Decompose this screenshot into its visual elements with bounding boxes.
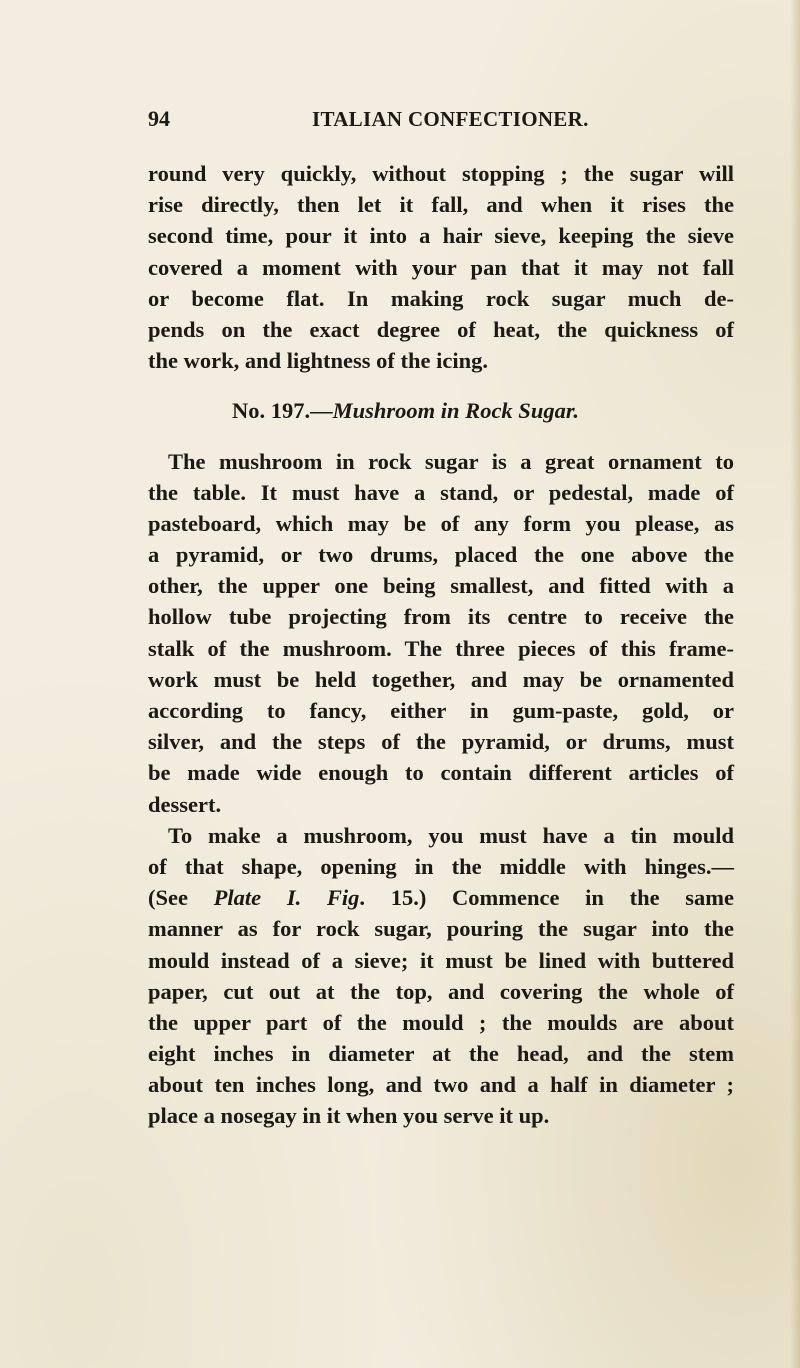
recipe-number: No. 197.— <box>232 398 333 424</box>
recipe-title: Mushroom in Rock Sugar. <box>332 398 579 424</box>
text-line: a pyramid, or two drums, placed the one above the <box>148 542 734 568</box>
text-line: eight inches in diameter at the head, and the stem <box>148 1041 734 1067</box>
text-line: other, the upper one being smallest, and fitted with a <box>148 573 734 599</box>
text-line: manner as for rock sugar, pouring the sugar into the <box>148 916 734 942</box>
text-line: of that shape, opening in the middle with hinges.— <box>148 853 734 879</box>
text-line: dessert. <box>148 791 222 817</box>
text-line: stalk of the mushroom. The three pieces of this frame- <box>148 635 734 661</box>
text-line: rise directly, then let it fall, and when it rises the <box>148 192 734 218</box>
text-line: To make a mushroom, you must have a tin mould <box>168 822 734 848</box>
text-line: silver, and the steps of the pyramid, or drums, must <box>148 729 734 755</box>
paragraph-continuation <box>148 158 734 376</box>
recipe-heading <box>148 395 734 426</box>
text-line: work must be held together, and may be ornamented <box>148 666 734 692</box>
text-line: place a nosegay in it when you serve it up. <box>148 1103 550 1129</box>
text-fragment: . 15.) Commence in the same <box>359 885 734 911</box>
text-line: the table. It must have a stand, or pedestal, made of <box>148 479 734 505</box>
page-edge-shadow <box>790 0 800 1368</box>
text-line: about ten inches long, and two and a half in diameter ; <box>148 1072 734 1098</box>
page-number: 94 <box>148 106 170 131</box>
paragraph-mushroom-stand <box>148 446 734 820</box>
text-line: The mushroom in rock sugar is a great ornament to <box>168 448 734 474</box>
text-line: round very quickly, without stopping ; the sugar will <box>148 161 734 186</box>
text-line: mould instead of a sieve; it must be lined with buttered <box>148 947 734 973</box>
page-header <box>148 106 648 136</box>
text-line: the work, and lightness of the icing. <box>148 348 489 374</box>
text-fragment: (See <box>148 885 214 911</box>
text-line: second time, pour it into a hair sieve, keeping the sieve <box>148 223 734 249</box>
body-text <box>148 158 734 1132</box>
plate-reference: Plate I. Fig <box>213 885 360 911</box>
running-title: ITALIAN CONFECTIONER. <box>312 107 589 131</box>
text-line: according to fancy, either in gum-paste, gold, or <box>148 698 734 723</box>
paragraph-mushroom-mould <box>148 820 734 1132</box>
text-line: be made wide enough to contain different articles of <box>148 760 734 786</box>
text-line: hollow tube projecting from its centre to receive the <box>148 604 734 630</box>
text-line-plate-reference <box>148 882 734 913</box>
text-line: covered a moment with your pan that it may not fall <box>148 254 734 280</box>
text-line: pends on the exact degree of heat, the quickness of <box>148 316 734 342</box>
text-line: pasteboard, which may be of any form you please, as <box>148 510 734 536</box>
text-line: paper, cut out at the top, and covering the whole of <box>148 978 734 1004</box>
text-line: or become flat. In making rock sugar much de- <box>148 285 734 311</box>
text-line: the upper part of the mould ; the moulds are about <box>148 1009 734 1035</box>
